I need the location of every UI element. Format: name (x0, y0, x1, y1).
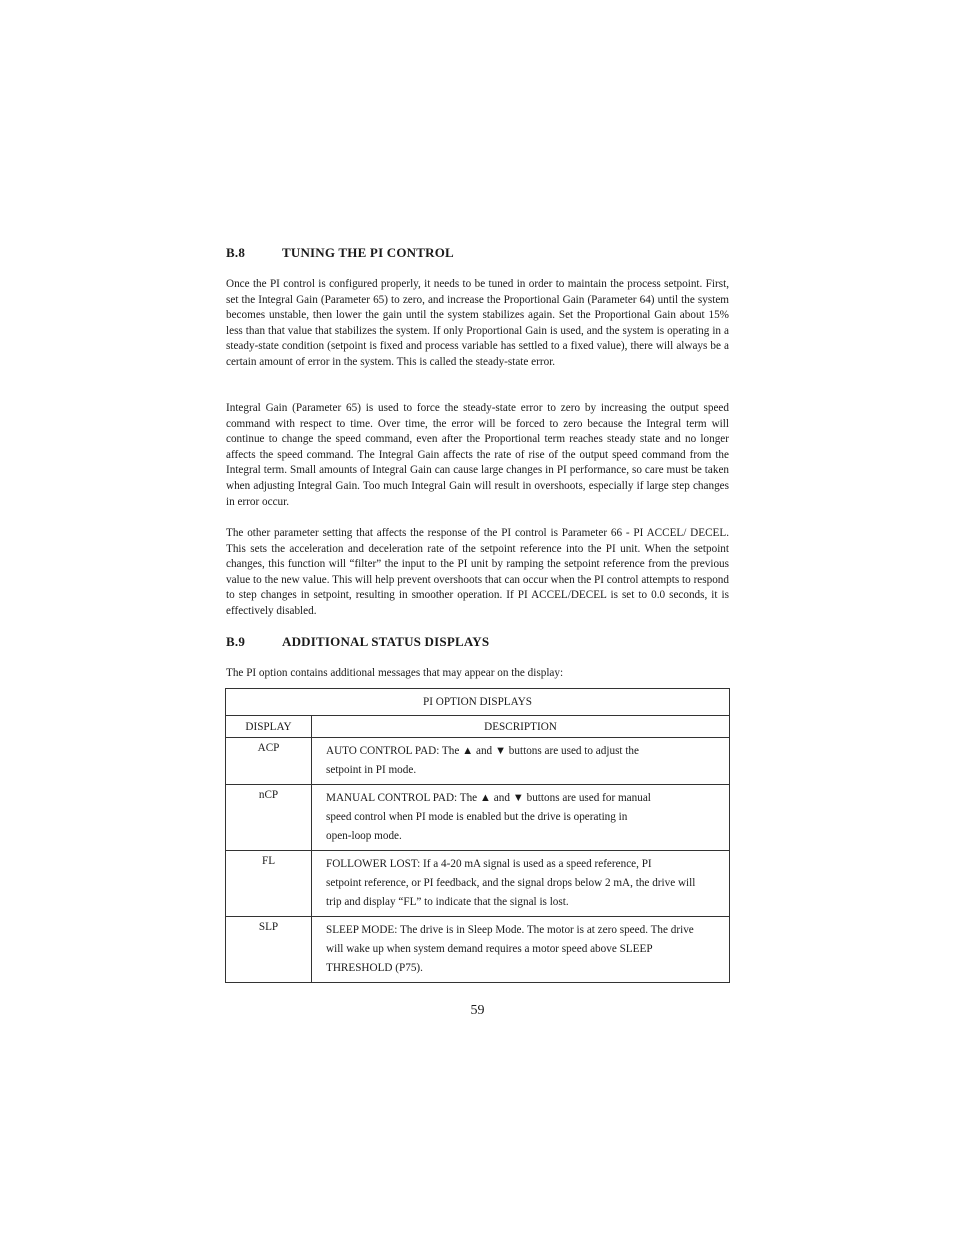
display-code: ACP (226, 738, 312, 785)
description-line: SLEEP MODE: The drive is in Sleep Mode. The motor is at zero speed. The drive (326, 924, 694, 936)
table-title: PI OPTION DISPLAYS (226, 689, 730, 716)
section-heading-b9 (226, 634, 489, 650)
table-row (226, 917, 730, 983)
description-line: will wake up when system demand requires a motor speed above SLEEP (326, 943, 653, 955)
table-header-row (226, 716, 730, 738)
paragraph-status-intro: The PI option contains additional messages that may appear on the display: (226, 667, 564, 679)
column-header-display: DISPLAY (226, 716, 312, 738)
paragraph-tuning-intro: Once the PI control is configured properly, it needs to be tuned in order to maintain the process setpoint. First, set the Integral Gain (Parameter 65) to zero, and increase the Proportional Gain (Parameter 64) until the system becomes unstable, then lower the gain until the system stabilizes again. Set the Proportional Gain about 15% less than that value that stabilizes the system. If only Proportional Gain is used, and the system is operating in a steady-state condition (setpoint is fixed and process variable has settled to a fixed value), there will always be a certain amount of error in the system. This is called the steady-state error. (226, 278, 729, 368)
display-description (312, 738, 730, 785)
table-row (226, 785, 730, 851)
display-description (312, 785, 730, 851)
display-code: SLP (226, 917, 312, 983)
pi-option-displays-table (225, 688, 730, 983)
display-code: nCP (226, 785, 312, 851)
section-title: ADDITIONAL STATUS DISPLAYS (282, 634, 490, 649)
description-line: setpoint in PI mode. (326, 764, 417, 776)
description-line: MANUAL CONTROL PAD: The ▲ and ▼ buttons are used for manual (326, 792, 651, 804)
description-line: AUTO CONTROL PAD: The ▲ and ▼ buttons are used to adjust the (326, 745, 639, 757)
description-line: THRESHOLD (P75). (326, 962, 423, 974)
section-number: B.9 (226, 634, 246, 649)
section-title: TUNING THE PI CONTROL (282, 245, 454, 260)
page-number: 59 (470, 1003, 485, 1018)
table-row (226, 738, 730, 785)
paragraph-integral-gain: Integral Gain (Parameter 65) is used to force the steady-state error to zero by increasing the output speed command with respect to time. Over time, the error will be forced to zero because the Integral term will continue to change the speed command, even after the Proportional term reaches steady state and no longer affects the speed command. The Integral Gain affects the rate of rise of the output speed command from the Integral term. Small amounts of Integral Gain can cause large changes in PI performance, so care must be taken when adjusting Integral Gain. Too much Integral Gain will result in overshoots, especially if large step changes in error occur. (226, 402, 729, 508)
display-code: FL (226, 851, 312, 917)
section-number: B.8 (226, 245, 246, 260)
description-line: FOLLOWER LOST: If a 4-20 mA signal is used as a speed reference, PI (326, 858, 652, 870)
description-line: setpoint reference, or PI feedback, and the signal drops below 2 mA, the drive will (326, 877, 696, 889)
table-title-row (226, 689, 730, 716)
column-header-description: DESCRIPTION (312, 716, 730, 738)
description-line: open-loop mode. (326, 830, 402, 842)
table-row (226, 851, 730, 917)
description-line: speed control when PI mode is enabled but the drive is operating in (326, 811, 628, 823)
section-heading-b8 (226, 245, 454, 261)
paragraph-accel-decel: The other parameter setting that affects the response of the PI control is Parameter 66 - PI ACCEL/ DECEL. This sets the acceleration and deceleration rate of the setpoint reference into the PI unit. When the setpoint changes, this function will “filter” the input to the PI unit by ramping the setpoint reference from the previous value to the new value. This will help prevent overshoots that can occur when the PI control attempts to respond to step changes in setpoint, resulting in smoother operation. If PI ACCEL/DECEL is set to 0.0 seconds, it is effectively disabled. (226, 527, 729, 617)
display-description (312, 851, 730, 917)
display-description (312, 917, 730, 983)
description-line: trip and display “FL” to indicate that the signal is lost. (326, 896, 569, 908)
